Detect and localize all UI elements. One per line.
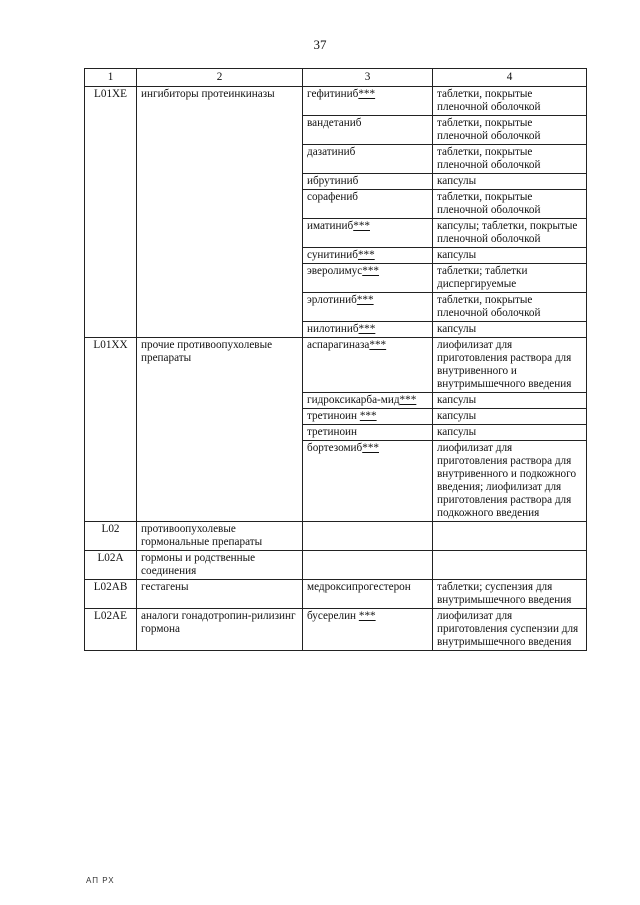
group-name-cell: противоопухолевые гормональные препараты	[137, 522, 303, 551]
vital-drug-marker: ***	[356, 294, 374, 306]
drug-name-cell	[303, 322, 433, 338]
dosage-form-cell: таблетки, покрытые пленочной оболочкой	[433, 145, 587, 174]
group-name-cell: гормоны и родственные соединения	[137, 551, 303, 580]
atc-code-cell: L02AB	[85, 580, 137, 609]
drug-name-cell	[303, 522, 433, 551]
table-row	[85, 551, 587, 580]
vital-drug-marker: ***	[357, 249, 375, 261]
dosage-form-cell	[433, 551, 587, 580]
dosage-form-cell: таблетки, покрытые пленочной оболочкой	[433, 293, 587, 322]
group-name-cell: гестагены	[137, 580, 303, 609]
drug-name: вандетаниб	[307, 117, 362, 129]
drug-table	[84, 68, 587, 651]
group-name-cell: аналоги гонадотропин-рилизинг гормона	[137, 609, 303, 651]
atc-code-cell: L02A	[85, 551, 137, 580]
atc-code-cell: L01XX	[85, 338, 137, 522]
dosage-form-cell: капсулы	[433, 409, 587, 425]
drug-name-cell	[303, 264, 433, 293]
dosage-form-cell: капсулы	[433, 174, 587, 190]
column-header: 2	[137, 69, 303, 87]
column-header: 4	[433, 69, 587, 87]
drug-name: эрлотиниб	[307, 294, 357, 306]
group-name-cell: ингибиторы протеинкиназы	[137, 87, 303, 338]
table-row	[85, 609, 587, 651]
dosage-form-cell: таблетки; таблетки диспергируемые	[433, 264, 587, 293]
drug-name: аспарагиназа	[307, 339, 370, 351]
vital-drug-marker: ***	[358, 88, 376, 100]
dosage-form-cell: лиофилизат для приготовления раствора для внутривенного и подкожного введения; лиофилизат для приготовления раствора для подкожного введения	[433, 441, 587, 522]
drug-name-cell	[303, 293, 433, 322]
drug-name-cell	[303, 116, 433, 145]
vital-drug-marker: ***	[369, 339, 387, 351]
table-row	[85, 580, 587, 609]
table-row	[85, 522, 587, 551]
drug-name: бусерелин	[307, 610, 359, 622]
vital-drug-marker: ***	[358, 610, 376, 622]
drug-name: нилотиниб	[307, 323, 359, 335]
drug-name: бортезомиб	[307, 442, 363, 454]
column-header: 3	[303, 69, 433, 87]
dosage-form-cell: лиофилизат для приготовления раствора для внутривенного и внутримышечного введения	[433, 338, 587, 393]
drug-name: медроксипрогестерон	[307, 581, 411, 593]
atc-code-cell: L01XE	[85, 87, 137, 338]
drug-name: сунитиниб	[307, 249, 358, 261]
drug-name-cell	[303, 219, 433, 248]
table-body	[85, 87, 587, 651]
atc-code-cell: L02	[85, 522, 137, 551]
vital-drug-marker: ***	[362, 442, 379, 454]
dosage-form-cell: таблетки, покрытые пленочной оболочкой	[433, 116, 587, 145]
drug-name: эверолимус	[307, 265, 363, 277]
dosage-form-cell: капсулы	[433, 322, 587, 338]
drug-name-cell	[303, 551, 433, 580]
vital-drug-marker: ***	[399, 394, 417, 406]
drug-name-cell	[303, 580, 433, 609]
dosage-form-cell: капсулы	[433, 393, 587, 409]
drug-name-cell	[303, 409, 433, 425]
vital-drug-marker: ***	[362, 265, 380, 277]
group-name-cell: прочие противоопухолевые препараты	[137, 338, 303, 522]
dosage-form-cell: лиофилизат для приготовления суспензии для внутримышечного введения	[433, 609, 587, 651]
drug-name: ибрутиниб	[307, 175, 359, 187]
drug-name: дазатиниб	[307, 146, 356, 158]
drug-name-cell	[303, 190, 433, 219]
drug-name-cell	[303, 393, 433, 409]
drug-name: иматиниб	[307, 220, 354, 232]
vital-drug-marker: ***	[358, 323, 376, 335]
drug-name-cell	[303, 425, 433, 441]
page-number: 37	[313, 37, 327, 52]
drug-name-cell	[303, 441, 433, 522]
drug-name: гефитиниб	[307, 88, 359, 100]
drug-name: сорафениб	[307, 191, 358, 203]
drug-name-cell	[303, 248, 433, 264]
drug-name-cell	[303, 338, 433, 393]
vital-drug-marker: ***	[353, 220, 370, 232]
atc-code-cell: L02AE	[85, 609, 137, 651]
drug-name: третиноин	[307, 410, 360, 422]
dosage-form-cell: таблетки, покрытые пленочной оболочкой	[433, 87, 587, 116]
drug-name-cell	[303, 145, 433, 174]
vital-drug-marker: ***	[359, 410, 377, 422]
dosage-form-cell: таблетки; суспензия для внутримышечного введения	[433, 580, 587, 609]
drug-name-cell	[303, 609, 433, 651]
table-row	[85, 338, 587, 393]
column-header: 1	[85, 69, 137, 87]
dosage-form-cell: капсулы	[433, 248, 587, 264]
dosage-form-cell: таблетки, покрытые пленочной оболочкой	[433, 190, 587, 219]
drug-name: гидроксикарба-мид	[307, 394, 400, 406]
table-row	[85, 87, 587, 116]
footer-mark: АП РХ	[86, 876, 115, 885]
dosage-form-cell: капсулы	[433, 425, 587, 441]
dosage-form-cell	[433, 522, 587, 551]
drug-name-cell	[303, 87, 433, 116]
drug-name-cell	[303, 174, 433, 190]
table-header-row	[85, 69, 587, 87]
dosage-form-cell: капсулы; таблетки, покрытые пленочной оболочкой	[433, 219, 587, 248]
drug-name: третиноин	[307, 426, 358, 438]
